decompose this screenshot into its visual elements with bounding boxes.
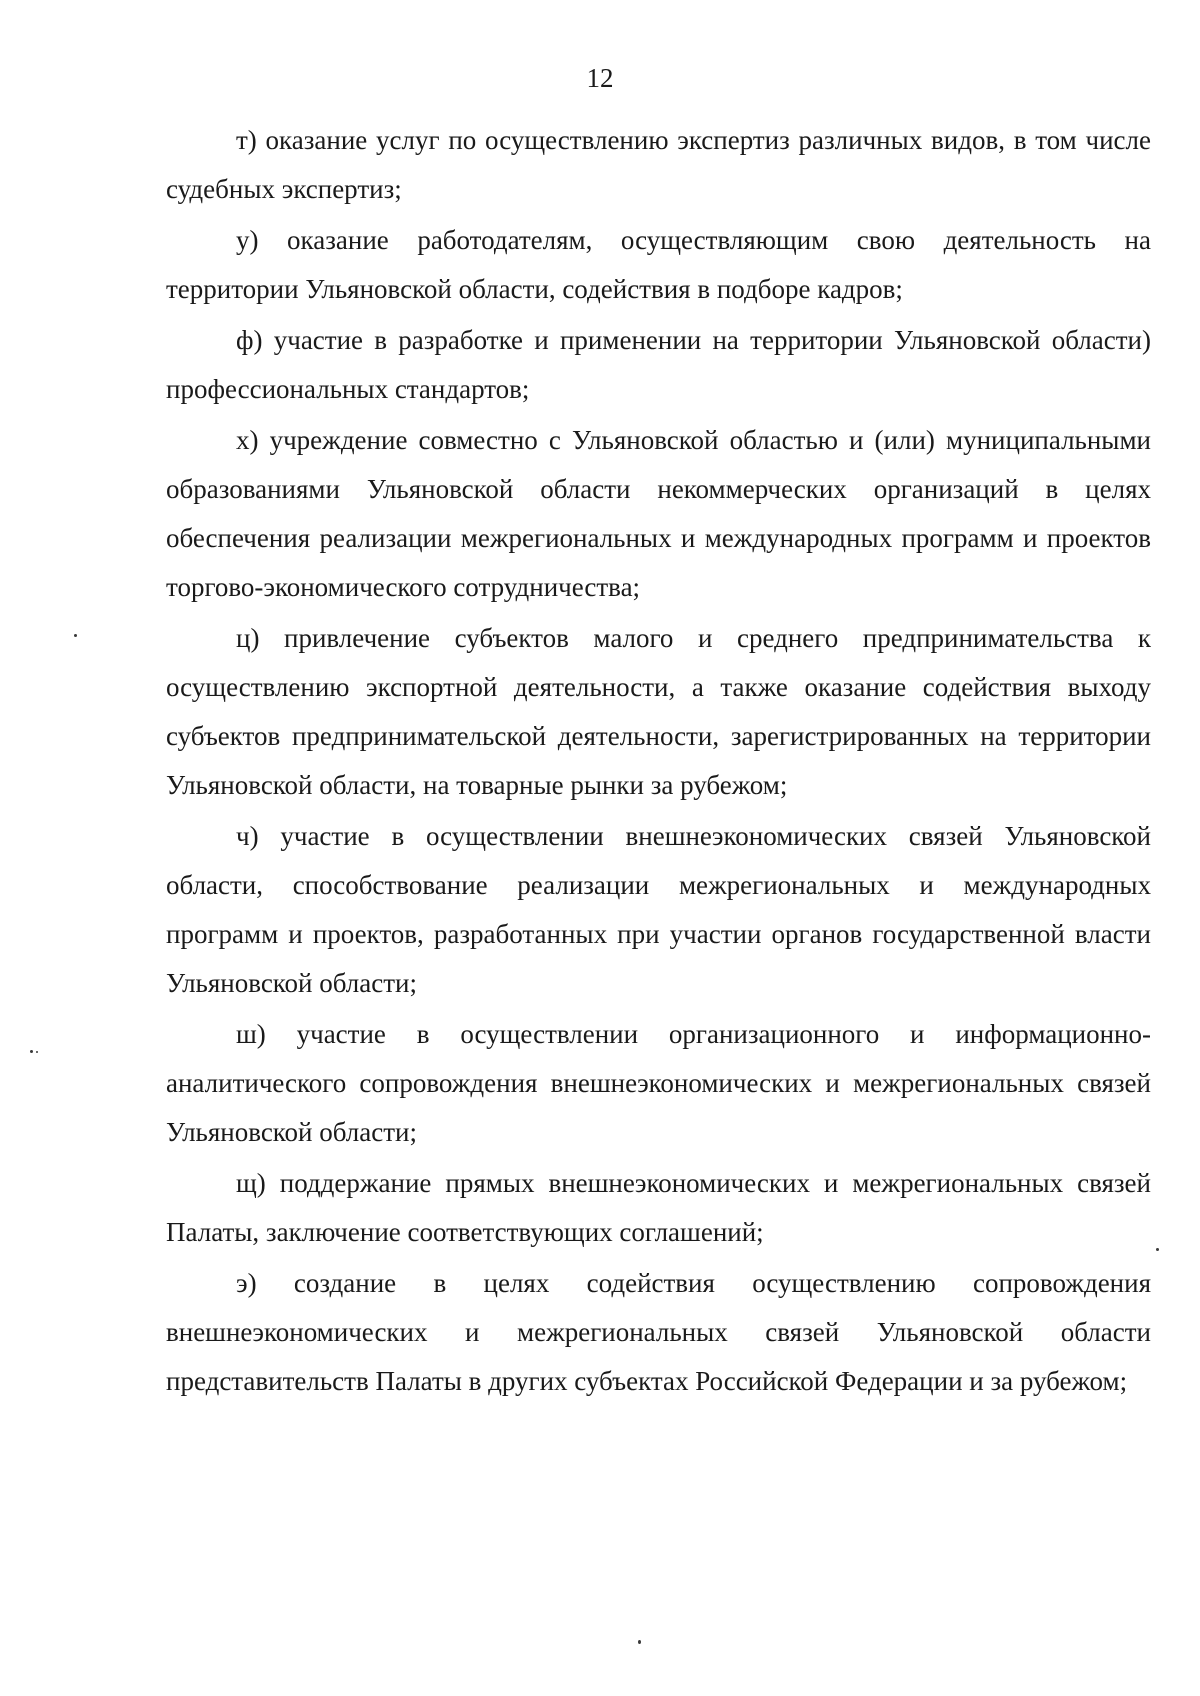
document-body [166,116,1151,1408]
paragraph-ch: ч) участие в осуществлении внешнеэкономических связей Ульяновской области, способствование реализации межрегиональных и международных программ и проектов, разработанных при участии органов государственной власти Ульяновской области; [166,821,1151,998]
paragraph-u: у) оказание работодателям, осуществляющим свою деятельность на территории Ульяновской области, содействия в подборе кадров; [166,225,1151,304]
scan-speck [36,1051,38,1053]
paragraph-t: т) оказание услуг по осуществлению экспертиз различных видов, в том числе судебных экспертиз; [166,125,1151,204]
paragraph-e: э) создание в целях содействия осуществлению сопровождения внешнеэкономических и межрегиональных связей Ульяновской области представительств Палаты в других субъектах Российской Федерации и за рубежом; [166,1268,1151,1396]
scan-speck [638,1640,641,1644]
scan-speck [74,634,77,637]
scan-speck [30,1050,33,1053]
paragraph-ts: ц) привлечение субъектов малого и среднего предпринимательства к осуществлению экспортной деятельности, а также оказание содействия выходу субъектов предпринимательской деятельности, зарегистрированных на территории Ульяновской области, на товарные рынки за рубежом; [166,623,1151,800]
page-number: 12 [586,63,614,93]
paragraph-shch: щ) поддержание прямых внешнеэкономических и межрегиональных связей Палаты, заключение соответствующих соглашений; [166,1168,1151,1247]
paragraph-sh: ш) участие в осуществлении организационного и информационно-аналитического сопровождения внешнеэкономических и межрегиональных связей Ульяновской области; [166,1019,1151,1147]
paragraph-f: ф) участие в разработке и применении на территории Ульяновской области) профессиональных стандартов; [166,325,1151,404]
scan-speck [1156,1248,1159,1251]
paragraph-kh: х) учреждение совместно с Ульяновской областью и (или) муниципальными образованиями Ульяновской области некоммерческих организаций в целях обеспечения реализации межрегиональных и международных программ и проектов торгово-экономического сотрудничества; [166,425,1151,602]
